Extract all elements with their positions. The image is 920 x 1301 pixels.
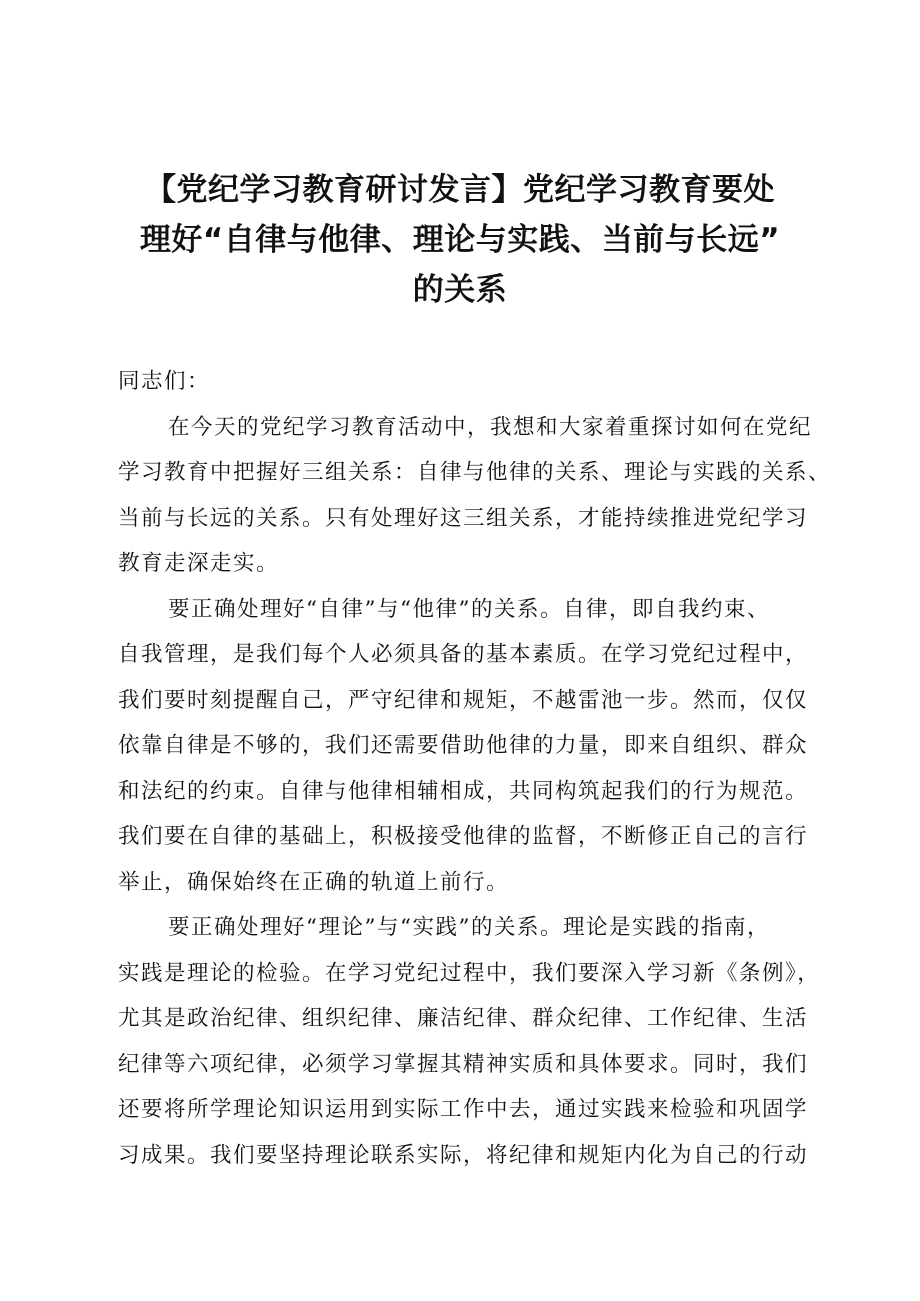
text-line: 实践是理论的检验。在学习党纪过程中，我们要深入学习新《条例》， (118, 960, 821, 986)
text-line: 要正确处理好“自律”与“他律”的关系。自律，即自我约束、 (168, 596, 770, 622)
text-line: 在今天的党纪学习教育活动中，我想和大家着重探讨如何在党纪 (168, 414, 813, 440)
text-line: 举止，确保始终在正确的轨道上前行。 (118, 869, 510, 895)
document-body (118, 359, 838, 1178)
title-line: 【党纪学习教育研讨发言】党纪学习教育要处 (145, 172, 775, 208)
paragraph-intro (118, 405, 838, 587)
text-line: 教育走深走实。 (118, 551, 280, 576)
text-line: 自我管理，是我们每个人必须具备的基本素质。在学习党纪过程中， (118, 642, 809, 667)
greeting: 同志们： (118, 369, 211, 394)
text-line: 依靠自律是不够的，我们还需要借助他律的力量，即来自组织、群众 (118, 733, 809, 758)
title-line: 的关系 (412, 272, 508, 308)
text-line: 纪律等六项纪律，必须学习掌握其精神实质和具体要求。同时，我们 (118, 1051, 809, 1077)
text-line: 和法纪的约束。自律与他律相辅相成，共同构筑起我们的行为规范。 (118, 778, 809, 804)
text-line: 当前与长远的关系。只有处理好这三组关系，才能持续推进党纪学习 (118, 505, 809, 531)
text-line: 我们要时刻提醒自己，严守纪律和规矩，不越雷池一步。然而，仅仅 (118, 687, 809, 713)
text-line: 还要将所学理论知识运用到实际工作中去，通过实践来检验和巩固学 (118, 1097, 809, 1122)
text-line: 习成果。我们要坚持理论联系实际，将纪律和规矩内化为自己的行动 (118, 1142, 809, 1168)
paragraph-self-discipline (118, 587, 838, 906)
text-line: 我们要在自律的基础上，积极接受他律的监督，不断修正自己的言行 (118, 824, 809, 849)
title-line: 理好“自律与他律、理论与实践、当前与长远” (139, 222, 781, 258)
text-line: 尤其是政治纪律、组织纪律、廉洁纪律、群众纪律、工作纪律、生活 (118, 1006, 809, 1031)
text-line: 要正确处理好“理论”与“实践”的关系。理论是实践的指南， (168, 915, 770, 940)
document-title (100, 165, 820, 315)
paragraph-theory-practice (118, 905, 838, 1178)
text-line: 学习教育中把握好三组关系：自律与他律的关系、理论与实践的关系、 (118, 460, 832, 485)
